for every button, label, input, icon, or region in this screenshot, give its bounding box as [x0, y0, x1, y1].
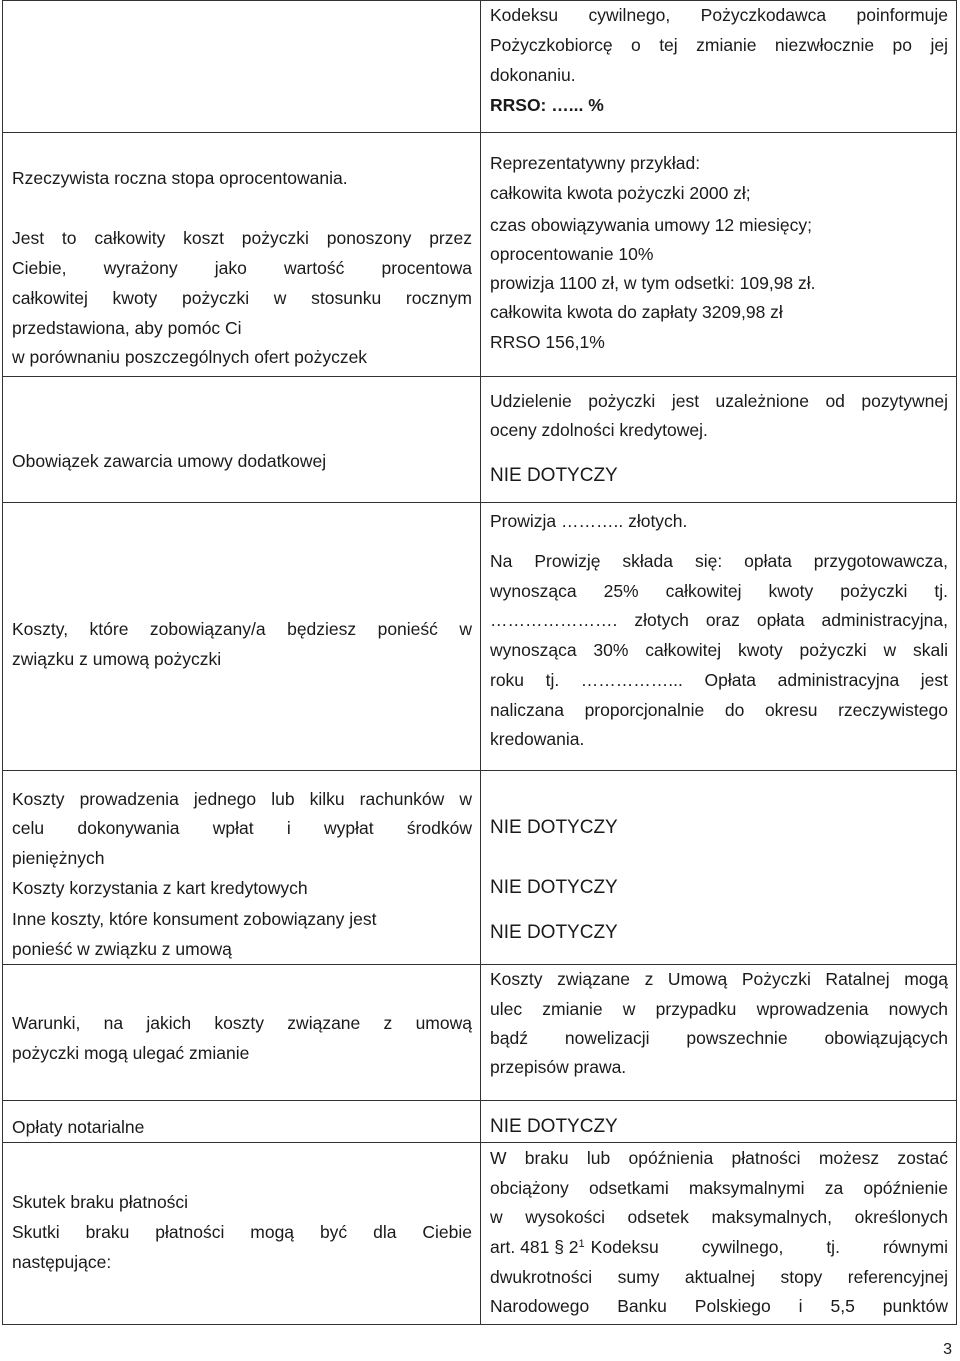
cost-change-label-line: Warunki, na jakich koszty związane z umową — [12, 1013, 472, 1033]
status-not-applicable: NIE DOTYCZY — [490, 1116, 618, 1137]
account-costs-line: pieniężnych — [12, 848, 105, 868]
rrso-label: RRSO: …... % — [490, 95, 604, 115]
commission-desc-line: wynosząca 25% całkowitej kwoty pożyczki tj. — [490, 581, 948, 601]
example-line: czas obowiązywania umowy 12 miesięcy; — [490, 215, 812, 235]
commission-desc-line: roku tj. ……………... Opłata administracyjna jest — [490, 670, 948, 690]
table-border-left — [2, 0, 3, 1325]
table-column-divider — [480, 0, 481, 1325]
cost-change-label-line: pożyczki mogą ulegać zmianie — [12, 1043, 250, 1063]
example-line: Reprezentatywny przykład: — [490, 153, 701, 173]
other-costs-line: Inne koszty, które konsument zobowiązany jest — [12, 909, 377, 929]
table-border-bottom — [2, 1324, 957, 1325]
status-not-applicable: NIE DOTYCZY — [490, 877, 618, 898]
row-divider — [2, 502, 957, 503]
example-line: RRSO 156,1% — [490, 332, 605, 352]
table-border-right — [956, 0, 957, 1325]
article-reference: art. 481 § $2^1$ — [490, 1237, 585, 1257]
cost-change-desc-line: bądź nowelizacji powszechnie obowiązujących — [490, 1028, 948, 1048]
additional-contract-label: Obowiązek zawarcia umowy dodatkowej — [12, 451, 327, 471]
rrso-desc-line: Jest to całkowity koszt pożyczki ponoszony przez — [12, 228, 472, 248]
non-payment-title: Skutek braku płatności — [12, 1192, 189, 1212]
account-costs-line: Koszty prowadzenia jednego lub kilku rachunków w — [12, 789, 472, 809]
credit-card-costs-label: Koszty korzystania z kart kredytowych — [12, 878, 308, 898]
row-divider — [2, 376, 957, 377]
notary-fees-label: Opłaty notarialne — [12, 1117, 145, 1137]
article-reference-tail: Kodeksu cywilnego, tj. równymi — [590, 1237, 948, 1257]
example-line: oprocentowanie 10% — [490, 244, 654, 264]
non-payment-desc-line: następujące: — [12, 1252, 112, 1272]
status-not-applicable: NIE DOTYCZY — [490, 465, 618, 486]
cost-change-desc-line: ulec zmianie w przypadku wprowadzenia nowych — [490, 999, 948, 1019]
non-payment-right-line: dwukrotności sumy aktualnej stopy referencyjnej — [490, 1267, 948, 1287]
commission-desc-line: …………………. złotych oraz opłata administracyjna, — [490, 610, 948, 630]
costs-label-line: związku z umową pożyczki — [12, 649, 222, 669]
commission-desc-line: naliczana proporcjonalnie do okresu rzeczywistego — [490, 700, 948, 720]
credit-check-line: Udzielenie pożyczki jest uzależnione od pozytywnej — [490, 391, 948, 411]
status-not-applicable: NIE DOTYCZY — [490, 922, 618, 943]
row-divider — [2, 770, 957, 771]
non-payment-desc-line: Skutki braku płatności mogą być dla Ciebie — [12, 1222, 472, 1242]
non-payment-right-line: obciążony odsetkami maksymalnymi za opóźnienie — [490, 1178, 948, 1198]
status-not-applicable: NIE DOTYCZY — [490, 817, 618, 838]
example-line: całkowita kwota do zapłaty 3209,98 zł — [490, 302, 783, 322]
rrso-desc-line: całkowitej kwoty pożyczki w stosunku rocznym — [12, 288, 472, 308]
example-line: całkowita kwota pożyczki 2000 zł; — [490, 183, 751, 203]
row1-right-line: Kodeksu cywilnego, Pożyczkodawca poinformuje — [490, 5, 948, 25]
cost-change-desc-line: Koszty związane z Umową Pożyczki Ratalnej mogą — [490, 969, 948, 989]
cost-change-desc-line: przepisów prawa. — [490, 1057, 627, 1077]
rrso-title: Rzeczywista roczna stopa oprocentowania. — [12, 168, 348, 188]
row1-right-line: dokonaniu. — [490, 65, 576, 85]
row1-right-line: Pożyczkobiorcę o tej zmianie niezwłocznie po jej — [490, 35, 948, 55]
costs-label-line: Koszty, które zobowiązany/a będziesz ponieść w — [12, 619, 472, 639]
page-number: 3 — [943, 1341, 952, 1358]
row-divider — [2, 132, 957, 133]
non-payment-right-line — [490, 1232, 948, 1262]
account-costs-line: celu dokonywania wpłat i wypłat środków — [12, 818, 472, 838]
document-table — [2, 0, 957, 1325]
commission-desc-line: kredowania. — [490, 729, 585, 749]
non-payment-right-line: Narodowego Banku Polskiego i 5,5 punktów — [490, 1296, 948, 1316]
rrso-desc-line: przedstawiona, aby pomóc Ci — [12, 318, 242, 338]
commission-line: Prowizja ……….. złotych. — [490, 511, 688, 531]
commission-desc-line: wynosząca 30% całkowitej kwoty pożyczki w skali — [490, 640, 948, 660]
example-line: prowizja 1100 zł, w tym odsetki: 109,98 zł. — [490, 273, 816, 293]
rrso-desc-line: w porównaniu poszczególnych ofert pożyczek — [12, 347, 368, 367]
credit-check-line: oceny zdolności kredytowej. — [490, 420, 708, 440]
non-payment-right-line: w wysokości odsetek maksymalnych, określonych — [490, 1207, 948, 1227]
row-divider — [2, 1100, 957, 1101]
commission-desc-line: Na Prowizję składa się: opłata przygotowawcza, — [490, 551, 948, 571]
rrso-desc-line: Ciebie, wyrażony jako wartość procentowa — [12, 258, 472, 278]
non-payment-right-line: W braku lub opóźnienia płatności możesz zostać — [490, 1148, 948, 1168]
other-costs-line: ponieść w związku z umową — [12, 939, 232, 959]
